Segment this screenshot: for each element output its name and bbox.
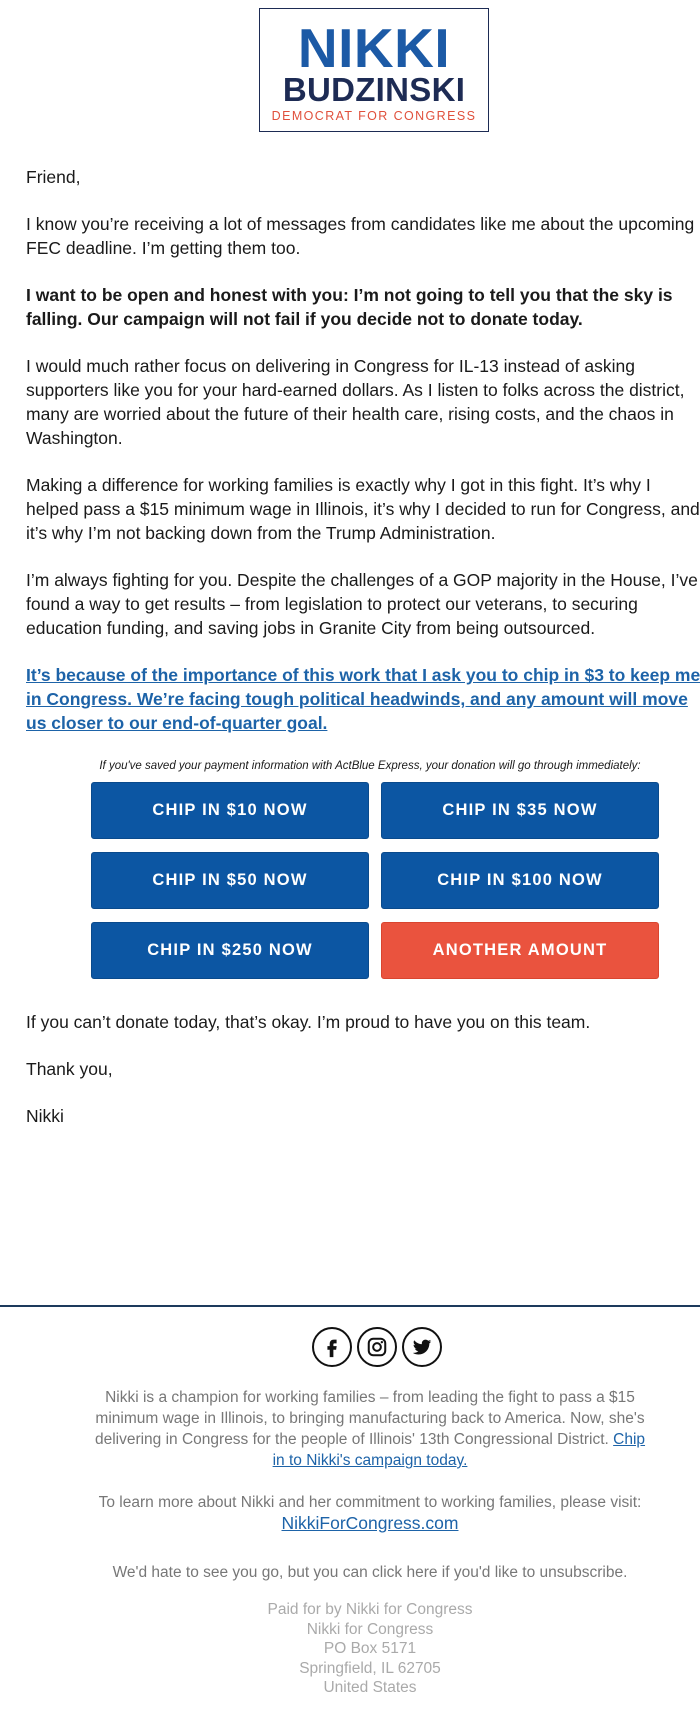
logo-tagline: DEMOCRAT FOR CONGRESS	[271, 109, 477, 123]
logo-first-name: NIKKI	[297, 17, 451, 79]
campaign-logo	[259, 8, 489, 132]
p1-line1: I know you’re receiving a lot of messages from candidates like me about the upcoming	[26, 214, 695, 234]
twitter-icon[interactable]	[402, 1327, 442, 1367]
p1-line2: FEC deadline. I’m getting them too.	[26, 238, 301, 258]
greeting: Friend,	[26, 167, 81, 187]
p5-line2: found a way to get results – from legislation to protect our veterans, to securing	[26, 594, 638, 614]
learn-more-text: To learn more about Nikki and her commitment to working families, please visit:	[98, 1494, 642, 1511]
cta-link-line3[interactable]: us closer to our end-of-quarter goal.	[26, 713, 328, 733]
paragraph-working-families	[26, 473, 700, 545]
chip-in-50-button[interactable]: CHIP IN $50 NOW	[91, 852, 369, 909]
address-org: Nikki for Congress	[306, 1620, 434, 1638]
unsubscribe-text[interactable]: We'd hate to see you go, but you can click here if you'd like to unsubscribe.	[112, 1564, 628, 1581]
paragraph-fec-deadline	[26, 212, 700, 260]
p4-line1: Making a difference for working families is exactly why I got in this fight. It’s why I	[26, 475, 651, 495]
p3-line1: I would much rather focus on delivering in Congress for IL-13 instead of asking	[26, 356, 635, 376]
about-line2: minimum wage in Illinois, to bringing manufacturing back to America. Now, she's	[95, 1410, 645, 1427]
social-links	[312, 1327, 442, 1367]
address-po-box: PO Box 5171	[323, 1640, 417, 1657]
p3-line4: Washington.	[26, 428, 123, 448]
chip-in-link-part2[interactable]: in to Nikki's campaign today.	[272, 1452, 468, 1469]
closing	[26, 1010, 686, 1151]
closing-line: If you can’t donate today, that’s okay. I’m proud to have you on this team.	[26, 1012, 591, 1032]
chip-in-35-button[interactable]: CHIP IN $35 NOW	[381, 782, 659, 839]
website-link[interactable]: NikkiForCongress.com	[281, 1513, 459, 1533]
address-country: United States	[323, 1679, 417, 1696]
p5-line3: education funding, and saving jobs in Granite City from being outsourced.	[26, 618, 596, 638]
chip-in-link-part1[interactable]: Chip	[613, 1431, 646, 1448]
footer-about	[80, 1387, 660, 1471]
paragraph-cta	[26, 663, 700, 735]
p3-line3: many are worried about the future of their health care, rising costs, and the chaos in	[26, 404, 674, 424]
p2-line1: I want to be open and honest with you: I’m not going to tell you that the sky is	[26, 285, 673, 305]
p3-line2: supporters like you for your hard-earned dollars. As I listen to folks across the district,	[26, 380, 685, 400]
facebook-icon[interactable]	[312, 1327, 352, 1367]
cta-link-line2[interactable]: in Congress. We’re facing tough political headwinds, and any amount will move	[26, 689, 688, 709]
p4-line3: it’s why I’m not backing down from the Trump Administration.	[26, 523, 496, 543]
signature: Nikki	[26, 1106, 64, 1126]
paragraph-honest	[26, 283, 700, 331]
about-line3: delivering in Congress for the people of Illinois' 13th Congressional District.	[94, 1431, 609, 1448]
footer-learn-more	[80, 1492, 660, 1535]
about-line1: Nikki is a champion for working families – from leading the fight to pass a $15	[105, 1389, 635, 1406]
footer-divider	[0, 1305, 700, 1307]
actblue-express-note: If you've saved your payment information with ActBlue Express, your donation will go through immediately:	[99, 760, 641, 772]
sign-off: Thank you,	[26, 1059, 113, 1079]
logo-last-name: BUDZINSKI	[282, 71, 466, 108]
address-paid-for: Paid for by Nikki for Congress	[267, 1601, 473, 1618]
p2-line2: falling. Our campaign will not fail if you decide not to donate today.	[26, 309, 583, 329]
another-amount-button[interactable]: ANOTHER AMOUNT	[381, 922, 659, 979]
p4-line2: helped pass a $15 minimum wage in Illinois, it’s why I decided to run for Congress, and	[26, 499, 700, 519]
chip-in-250-button[interactable]: CHIP IN $250 NOW	[91, 922, 369, 979]
p5-line1: I’m always fighting for you. Despite the challenges of a GOP majority in the House, I’ve	[26, 570, 698, 590]
chip-in-10-button[interactable]: CHIP IN $10 NOW	[91, 782, 369, 839]
cta-link-line1[interactable]: It’s because of the importance of this work that I ask you to chip in $3 to keep me	[26, 665, 700, 685]
address-city: Springfield, IL 62705	[299, 1659, 441, 1677]
paragraph-congress	[26, 354, 700, 450]
instagram-icon[interactable]	[357, 1327, 397, 1367]
email-body	[26, 165, 700, 758]
mailing-address	[80, 1600, 660, 1698]
paragraph-results	[26, 568, 700, 640]
chip-in-100-button[interactable]: CHIP IN $100 NOW	[381, 852, 659, 909]
